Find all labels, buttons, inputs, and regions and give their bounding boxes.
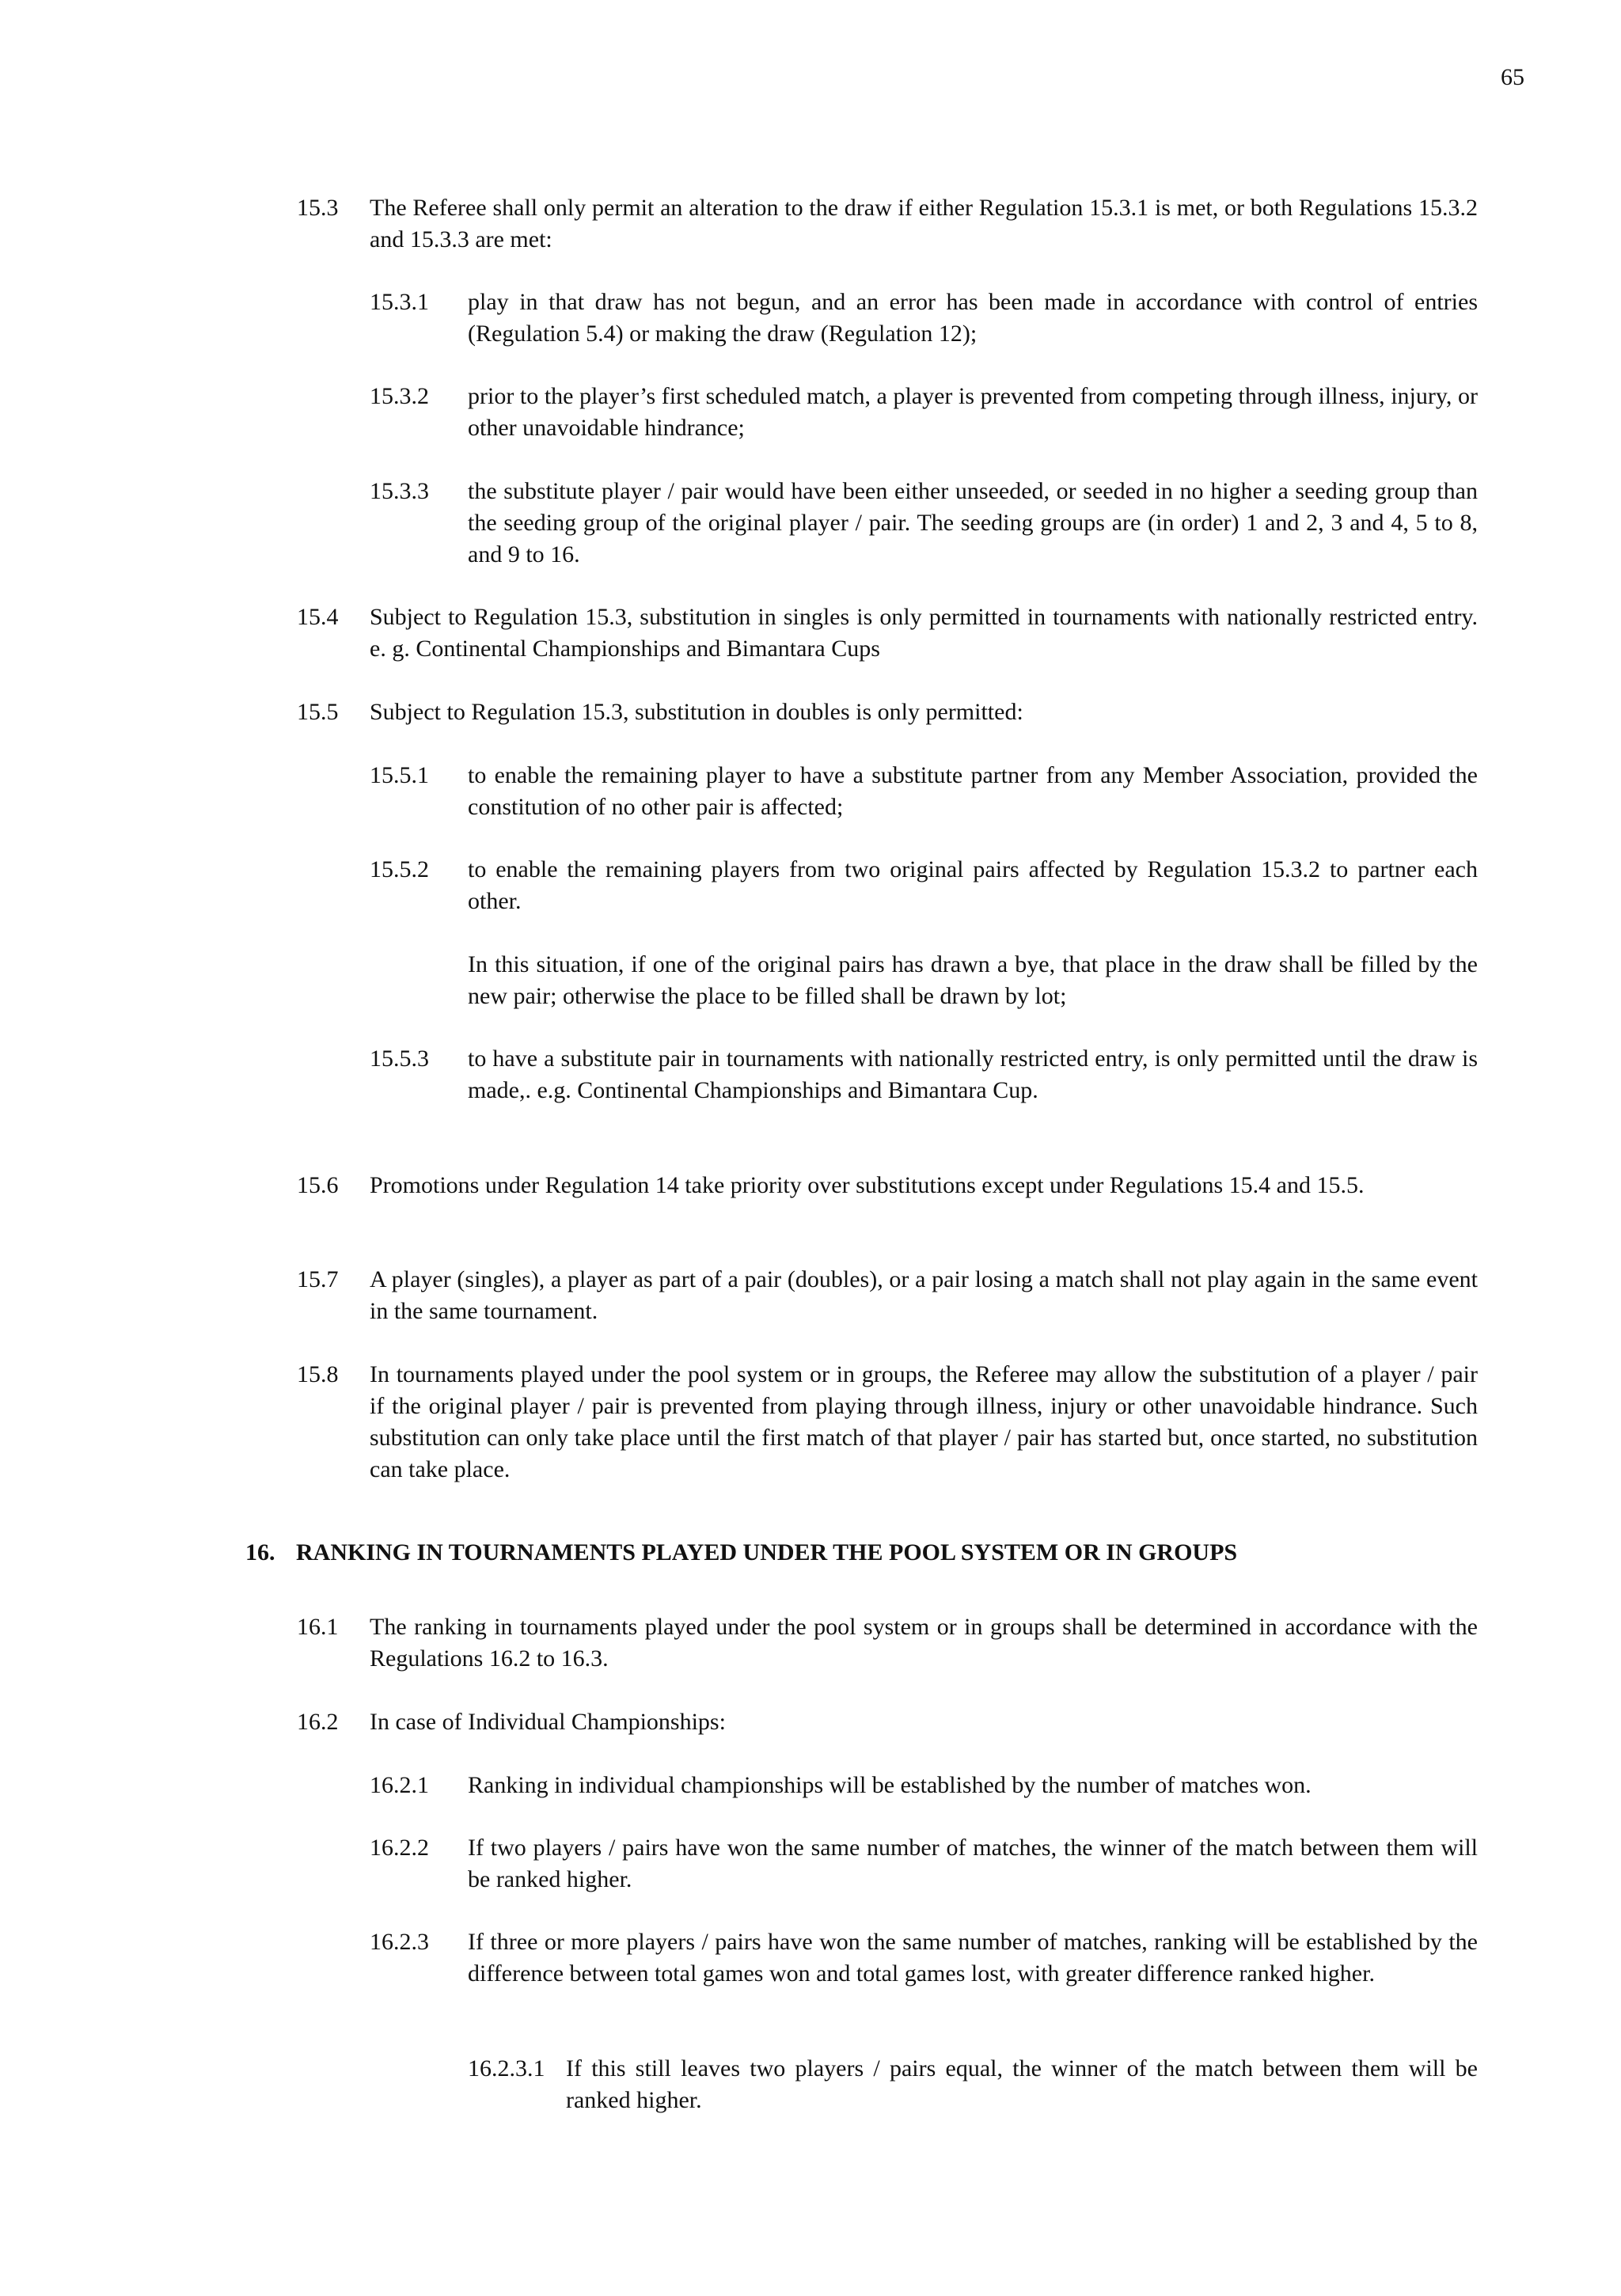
regulation-text: In tournaments played under the pool system or in groups, the Referee may allow the substitution of a player / pair if the original player / pair is prevented from playing through illness, injury or other unavoidable hindrance. Such substitution can only take place until the first match of that player / pair has started but, once started, no substitution can take place. <box>370 1361 1478 1482</box>
regulation-number: 15.3.1 <box>370 289 429 315</box>
regulation-text: In this situation, if one of the original pairs has drawn a bye, that place in the draw shall be filled by the new pair; otherwise the place to be filled shall be drawn by lot; <box>468 951 1478 1009</box>
regulation-text: to have a substitute pair in tournaments with nationally restricted entry, is only permitted until the draw is made,. e.g. Continental Championships and Bimantara Cup. <box>468 1046 1478 1103</box>
regulation-number: 15.5.3 <box>370 1046 429 1072</box>
regulation-text: to enable the remaining player to have a substitute partner from any Member Association, provided the constitution of no other pair is affected; <box>468 762 1478 820</box>
section-title: RANKING IN TOURNAMENTS PLAYED UNDER THE POOL SYSTEM OR IN GROUPS <box>296 1539 1238 1565</box>
regulation-number: 16.2.3.1 <box>468 2055 545 2082</box>
section-number: 16. <box>245 1539 275 1565</box>
regulation-number: 15.8 <box>297 1361 339 1387</box>
regulation-text: Ranking in individual championships will be established by the number of matches won. <box>468 1772 1312 1798</box>
regulation-number: 15.3.3 <box>370 478 429 504</box>
regulation-number: 16.1 <box>297 1614 339 1640</box>
regulation-text: A player (singles), a player as part of a pair (doubles), or a pair losing a match shall not play again in the same event in the same tournament. <box>370 1266 1478 1324</box>
regulation-text: Promotions under Regulation 14 take priority over substitutions except under Regulations 15.4 and 15.5. <box>370 1172 1365 1198</box>
regulation-text: In case of Individual Championships: <box>370 1709 726 1735</box>
regulation-number: 15.5.2 <box>370 856 429 882</box>
regulation-text: If three or more players / pairs have won the same number of matches, ranking will be established by the difference between total games won and total games lost, with greater difference ranked higher. <box>468 1929 1478 1987</box>
regulation-number: 15.4 <box>297 604 339 630</box>
regulation-number: 15.5.1 <box>370 762 429 788</box>
regulation-text: play in that draw has not begun, and an error has been made in accordance with control of entries (Regulation 5.4) or making the draw (Regulation 12); <box>468 289 1478 347</box>
page-number: 65 <box>1501 64 1524 90</box>
regulation-text: the substitute player / pair would have been either unseeded, or seeded in no higher a seeding group than the seeding group of the original player / pair. The seeding groups are (in order) 1 and 2, 3 and 4, 5 to 8, and 9 to 16. <box>468 478 1478 567</box>
regulation-text: Subject to Regulation 15.3, substitution in doubles is only permitted: <box>370 699 1023 725</box>
regulation-text: prior to the player’s first scheduled match, a player is prevented from competing through illness, injury, or other unavoidable hindrance; <box>468 383 1478 441</box>
regulation-number: 16.2.2 <box>370 1835 429 1861</box>
regulation-number: 15.6 <box>297 1172 339 1198</box>
regulation-number: 15.7 <box>297 1266 339 1292</box>
regulation-text: to enable the remaining players from two original pairs affected by Regulation 15.3.2 to partner each other. <box>468 856 1478 914</box>
regulation-text: If two players / pairs have won the same number of matches, the winner of the match between them will be ranked higher. <box>468 1835 1478 1892</box>
regulation-number: 15.3.2 <box>370 383 429 409</box>
regulation-number: 15.5 <box>297 699 339 725</box>
section-heading <box>245 1537 1237 1569</box>
regulation-text: If this still leaves two players / pairs equal, the winner of the match between them will be ranked higher. <box>566 2055 1478 2113</box>
regulation-text: The ranking in tournaments played under the pool system or in groups shall be determined in accordance with the Regulations 16.2 to 16.3. <box>370 1614 1478 1672</box>
regulation-text: Subject to Regulation 15.3, substitution in singles is only permitted in tournaments with nationally restricted entry. e. g. Continental Championships and Bimantara Cups <box>370 604 1478 662</box>
regulation-number: 15.3 <box>297 195 339 221</box>
regulation-number: 16.2.3 <box>370 1929 429 1955</box>
regulation-text: The Referee shall only permit an alteration to the draw if either Regulation 15.3.1 is met, or both Regulations 15.3.2 and 15.3.3 are met: <box>370 195 1478 252</box>
regulation-number: 16.2 <box>297 1709 339 1735</box>
regulation-number: 16.2.1 <box>370 1772 429 1798</box>
